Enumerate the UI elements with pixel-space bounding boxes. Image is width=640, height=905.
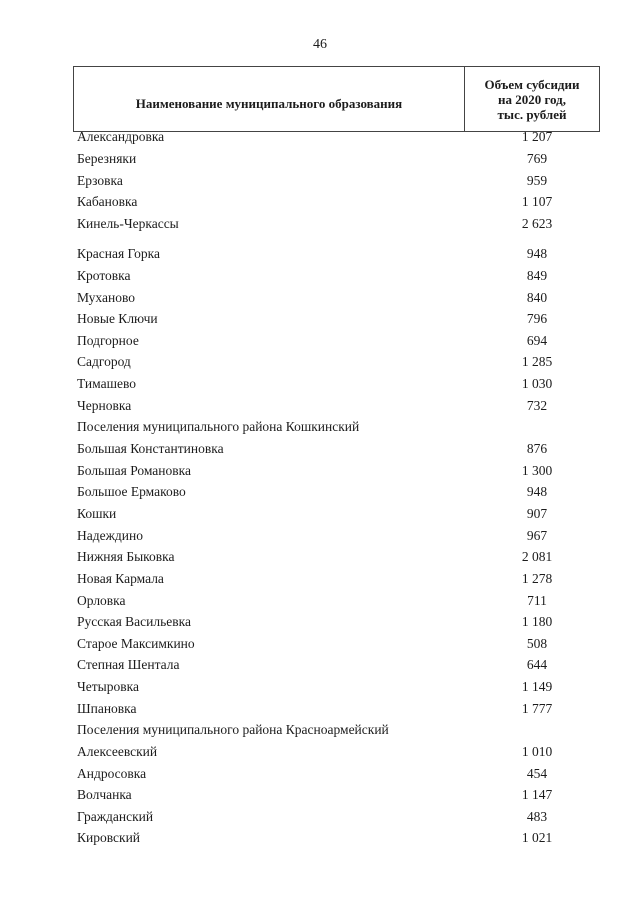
header-municipality-name: Наименование муниципального образования [135,96,403,111]
row-name: Гражданский [77,809,154,824]
row-value: 948 [526,484,548,499]
table-row [77,214,597,234]
table-row [77,547,597,567]
row-value: 769 [526,151,548,166]
table-row [77,192,597,212]
row-name: Кабановка [77,194,138,209]
table-row [77,266,597,286]
table-row [77,807,597,827]
row-value: 1 180 [521,614,553,629]
row-name: Андросовка [77,766,147,781]
row-name: Надеждино [77,528,143,543]
section-heading-koshkinsky: Поселения муниципального района Кошкинский [77,419,360,434]
row-value: 959 [526,173,548,188]
row-value: 1 149 [521,679,553,694]
header-value-line-3: тыс. рублей [497,106,567,122]
row-name: Ерзовка [77,173,123,188]
row-name: Орловка [77,593,126,608]
header-value-line-2: на 2020 год, [497,91,567,107]
row-value: 1 285 [521,354,553,369]
row-value: 732 [526,398,548,413]
row-value: 907 [526,506,548,521]
table-row [77,288,597,308]
row-name: Красная Горка [77,246,161,261]
header-value-line-1: Объем субсидии [484,76,580,92]
row-value: 1 030 [521,376,553,391]
row-name: Волчанка [77,787,132,802]
row-name: Степная Шентала [77,657,180,672]
table-row [77,171,597,191]
table-row [77,569,597,589]
table-row [77,655,597,675]
row-value: 948 [526,246,548,261]
row-name: Большое Ермаково [77,484,186,499]
row-name: Черновка [77,398,132,413]
row-value: 1 021 [521,830,553,845]
row-name: Кировский [77,830,141,845]
row-name: Старое Максимкино [77,636,195,651]
row-value: 483 [526,809,548,824]
table-header [73,66,600,132]
table-row [77,526,597,546]
row-name: Нижняя Быковка [77,549,175,564]
table-row [77,331,597,351]
row-value: 1 777 [521,701,553,716]
row-value: 1 300 [521,463,553,478]
row-name: Шпановка [77,701,137,716]
table-row [77,149,597,169]
table-row [77,352,597,372]
table-row [77,699,597,719]
table-row [77,396,597,416]
table-row [77,461,597,481]
table-row [77,612,597,632]
table-row [77,742,597,762]
table-row [77,439,597,459]
row-value: 1 278 [521,571,553,586]
table-row [77,785,597,805]
row-name: Кротовка [77,268,131,283]
row-name: Четыровка [77,679,139,694]
row-value: 508 [526,636,548,651]
row-name: Александровка [77,129,165,144]
table-row [77,244,597,264]
row-name: Новые Ключи [77,311,158,326]
row-value: 840 [526,290,548,305]
row-value: 1 147 [521,787,553,802]
row-value: 1 207 [521,129,553,144]
row-value: 876 [526,441,548,456]
row-name: Муханово [77,290,135,305]
row-value: 2 623 [521,216,553,231]
row-name: Тимашево [77,376,136,391]
row-value: 796 [526,311,548,326]
row-value: 1 107 [521,194,553,209]
row-name: Большая Романовка [77,463,191,478]
row-name: Новая Кармала [77,571,164,586]
row-name: Русская Васильевка [77,614,191,629]
row-name: Березняки [77,151,137,166]
header-subsidy-volume [465,67,599,131]
page-number: 46 [313,37,327,52]
table-row [77,591,597,611]
row-name: Большая Константиновка [77,441,224,456]
table-row [77,677,597,697]
section-heading-krasnoarmeysky: Поселения муниципального района Красноармейский [77,722,389,737]
row-name: Садгород [77,354,131,369]
table-row [77,127,597,147]
table-row [77,504,597,524]
table-row [77,764,597,784]
row-value: 1 010 [521,744,553,759]
row-value: 849 [526,268,548,283]
table-row [77,374,597,394]
row-name: Кошки [77,506,117,521]
row-value: 2 081 [521,549,553,564]
row-value: 711 [527,593,547,608]
table-row [77,828,597,848]
row-name: Подгорное [77,333,139,348]
row-value: 694 [526,333,548,348]
row-value: 967 [526,528,548,543]
table-row [77,309,597,329]
table-row [77,482,597,502]
table-row [77,634,597,654]
row-name: Алексеевский [77,744,158,759]
row-name: Кинель-Черкассы [77,216,179,231]
row-value: 454 [526,766,548,781]
row-value: 644 [526,657,548,672]
